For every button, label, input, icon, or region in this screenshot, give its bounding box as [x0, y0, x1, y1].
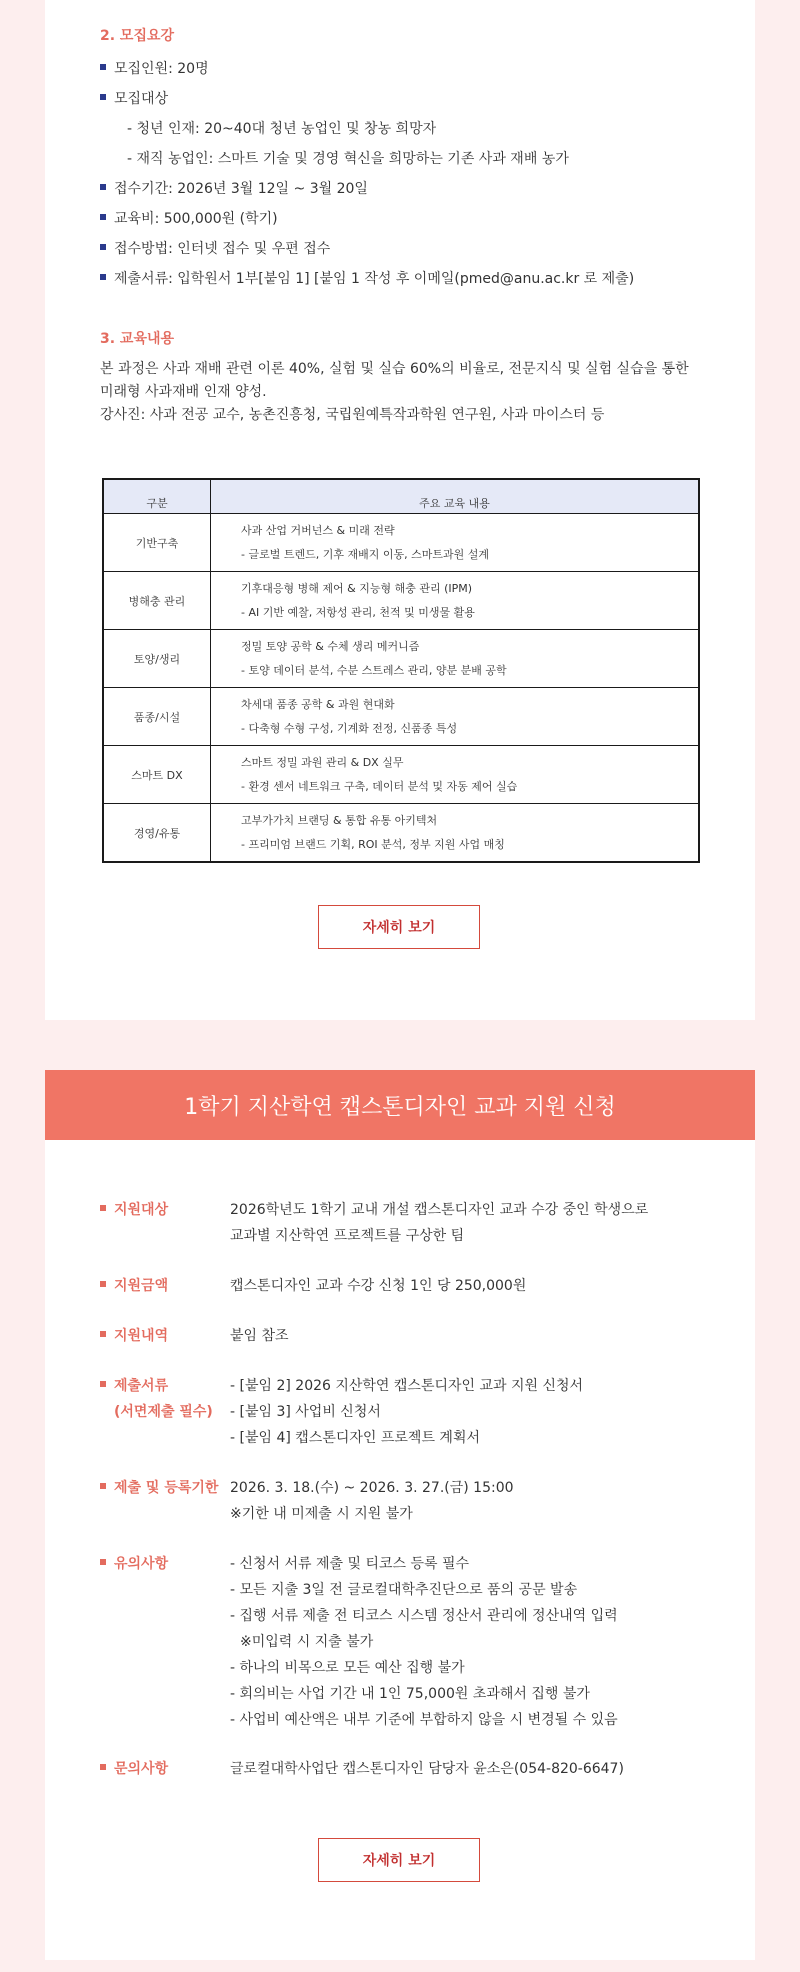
target-sub-item: - 청년 인재: 20~40대 청년 농업인 및 창농 희망자	[127, 121, 437, 137]
table-header-row	[103, 479, 699, 514]
table-row	[103, 804, 699, 863]
square-bullet-icon	[100, 64, 106, 70]
row-value-notes: - 신청서 서류 제출 및 티코스 등록 필수 - 모든 지출 3일 전 글로컬대학추진단으로 품의 공문 발송 - 집행 서류 제출 전 티코스 시스템 정산서 관리에 정산내역 입력 ※미입력 시 지출 불가 - 하나의 비목으로 모든 예산 집행 불가 - 회의비는 사업 기간 내 1인 75,000원 초과해서 집행 불가 - 사업비 예산액은 내부 기준에 부합하지 않을 시 변경될 수 있음	[230, 1556, 618, 1728]
square-bullet-icon	[100, 1205, 106, 1211]
row-label-target: 지원대상	[100, 1197, 168, 1223]
curriculum-description: 본 과정은 사과 재배 관련 이론 40%, 실험 및 실습 60%의 비율로, 전문지식 및 실험 실습을 통한 미래형 사과재배 인재 양성. 강사진: 사과 전공 교수, 농촌진흥청, 국립원예특작과학원 연구원, 사과 마이스터 등	[100, 361, 689, 423]
table-cell-category: 토양/생리	[103, 630, 211, 688]
table-cell-category: 경영/유통	[103, 804, 211, 863]
row-label-documents: 제출서류 (서면제출 필수)	[100, 1373, 213, 1425]
square-bullet-icon	[100, 274, 106, 280]
bullet-item: 제출서류: 입학원서 1부[붙임 1] [붙임 1 작성 후 이메일(pmed@anu.ac.kr 로 제출)	[100, 268, 634, 288]
target-sub-item: - 재직 농업인: 스마트 기술 및 경영 혁신을 희망하는 기존 사과 재배 농가	[127, 151, 569, 167]
bullet-item: 접수방법: 인터넷 접수 및 우편 접수	[100, 238, 330, 258]
recruitment-card	[45, 0, 755, 1020]
bullet-item: 접수기간: 2026년 3월 12일 ~ 3월 20일	[100, 178, 368, 198]
section-heading-curriculum: 3. 교육내용	[100, 331, 175, 347]
table-row	[103, 746, 699, 804]
row-value-amount: 캡스톤디자인 교과 수강 신청 1인 당 250,000원	[230, 1278, 527, 1294]
row-value-deadline: 2026. 3. 18.(수) ~ 2026. 3. 27.(금) 15:00 ※기한 내 미제출 시 지원 불가	[230, 1480, 514, 1522]
row-label-notes: 유의사항	[100, 1551, 168, 1577]
table-header-category: 구분	[103, 479, 211, 514]
bullet-item: 교육비: 500,000원 (학기)	[100, 208, 278, 228]
square-bullet-icon	[100, 1559, 106, 1565]
square-bullet-icon	[100, 1281, 106, 1287]
square-bullet-icon	[100, 184, 106, 190]
square-bullet-icon	[100, 244, 106, 250]
table-cell-content: 차세대 품종 공학 & 과원 현대화 - 다축형 수형 구성, 기계화 전정, 신품종 특성	[211, 688, 700, 746]
view-details-button[interactable]: 자세히 보기	[318, 1838, 480, 1882]
bullet-item: 모집대상	[100, 88, 168, 108]
row-label-deadline: 제출 및 등록기한	[100, 1475, 218, 1501]
table-row	[103, 630, 699, 688]
table-cell-category: 스마트 DX	[103, 746, 211, 804]
table-cell-category: 기반구축	[103, 514, 211, 572]
row-label-amount: 지원금액	[100, 1273, 168, 1299]
table-cell-content: 스마트 정밀 과원 관리 & DX 실무 - 환경 센서 네트워크 구축, 데이터 분석 및 자동 제어 실습	[211, 746, 700, 804]
row-label-details: 지원내역	[100, 1323, 168, 1349]
table-row	[103, 572, 699, 630]
curriculum-table	[102, 478, 700, 863]
table-cell-content: 기후대응형 병해 제어 & 지능형 해충 관리 (IPM) - AI 기반 예찰, 저항성 관리, 천적 및 미생물 활용	[211, 572, 700, 630]
row-value-target: 2026학년도 1학기 교내 개설 캡스톤디자인 교과 수강 중인 학생으로 교과별 지산학연 프로젝트를 구상한 팀	[230, 1202, 649, 1244]
square-bullet-icon	[100, 1764, 106, 1770]
bullet-item: 모집인원: 20명	[100, 58, 209, 78]
row-label-contact: 문의사항	[100, 1756, 168, 1782]
table-header-content: 주요 교육 내용	[211, 479, 700, 514]
table-cell-content: 정밀 토양 공학 & 수체 생리 메커니즘 - 토양 데이터 분석, 수분 스트레스 관리, 양분 분배 공학	[211, 630, 700, 688]
row-value-documents: - [붙임 2] 2026 지산학연 캡스톤디자인 교과 지원 신청서 - [붙임 3] 사업비 신청서 - [붙임 4] 캡스톤디자인 프로젝트 계획서	[230, 1378, 584, 1446]
table-row	[103, 514, 699, 572]
table-cell-category: 병해충 관리	[103, 572, 211, 630]
table-row	[103, 688, 699, 746]
view-details-button[interactable]: 자세히 보기	[318, 905, 480, 949]
square-bullet-icon	[100, 1381, 106, 1387]
square-bullet-icon	[100, 1483, 106, 1489]
section-heading-recruitment: 2. 모집요강	[100, 28, 175, 44]
table-cell-category: 품종/시설	[103, 688, 211, 746]
row-value-details: 붙임 참조	[230, 1328, 289, 1344]
table-cell-content: 사과 산업 거버넌스 & 미래 전략 - 글로벌 트렌드, 기후 재배지 이동, 스마트과원 설계	[211, 514, 700, 572]
row-value-contact: 글로컬대학사업단 캡스톤디자인 담당자 윤소은(054-820-6647)	[230, 1761, 624, 1777]
square-bullet-icon	[100, 1331, 106, 1337]
square-bullet-icon	[100, 94, 106, 100]
square-bullet-icon	[100, 214, 106, 220]
table-cell-content: 고부가가치 브랜딩 & 통합 유통 아키텍처 - 프리미엄 브랜드 기획, ROI 분석, 정부 지원 사업 매칭	[211, 804, 700, 863]
capstone-card	[45, 1070, 755, 1960]
capstone-banner-title: 1학기 지산학연 캡스톤디자인 교과 지원 신청	[45, 1070, 755, 1140]
